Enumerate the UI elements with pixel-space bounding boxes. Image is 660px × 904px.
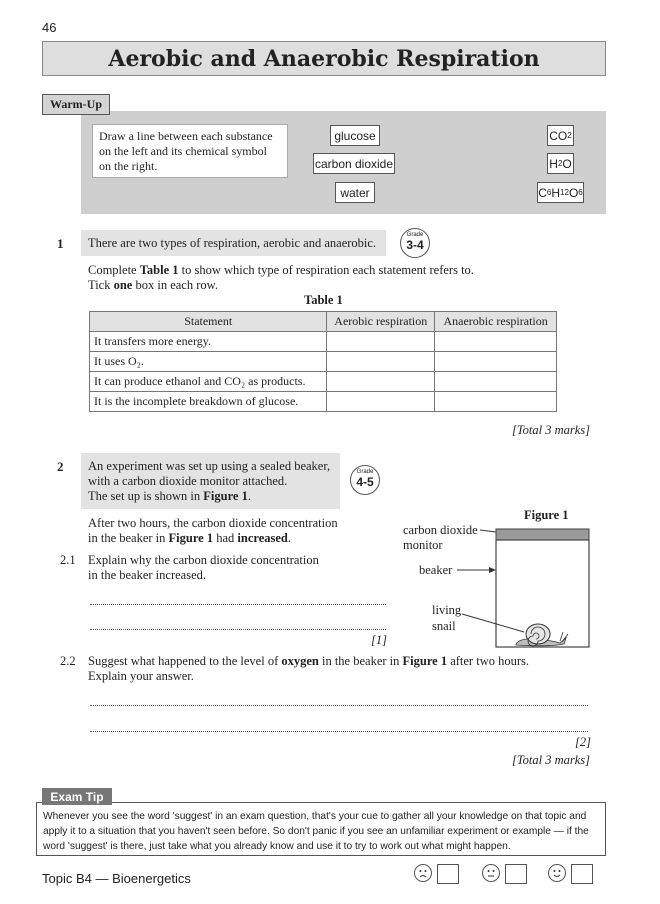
footer-topic: Topic B4 — Bioenergetics	[42, 871, 191, 886]
exam-tip-label: Exam Tip	[42, 788, 112, 805]
anaerobic-tick-box[interactable]	[435, 372, 557, 392]
p22-bold2: Figure 1	[402, 654, 448, 668]
question-2-observation-2	[88, 531, 291, 546]
statement-cell: It uses O₂.	[90, 352, 327, 372]
symbol-h2o-sub: 2	[557, 159, 563, 168]
figure-label-monitor-2: monitor	[403, 538, 443, 552]
table-row	[90, 332, 557, 352]
formula-o-sub: 6	[578, 188, 583, 197]
figure-1-diagram	[400, 520, 600, 650]
anaerobic-tick-box[interactable]	[435, 332, 557, 352]
figure-label-monitor-1: carbon dioxide	[403, 523, 478, 537]
question-1-tick-instruction	[88, 278, 218, 293]
symbol-h2o[interactable]	[547, 153, 574, 174]
intro3-post: .	[247, 489, 251, 503]
part-2-1-marks: [1]	[371, 633, 387, 647]
page-number: 46	[42, 20, 57, 35]
page-title-bar	[42, 41, 606, 76]
grade-label: Grade	[356, 469, 374, 475]
substance-carbon-dioxide[interactable]: carbon dioxide	[313, 153, 395, 174]
substance-glucose[interactable]: glucose	[330, 125, 380, 146]
header-statement: Statement	[90, 312, 327, 332]
confidence-box-medium[interactable]	[505, 864, 527, 884]
aerobic-tick-box[interactable]	[327, 392, 435, 412]
symbol-h2o-tail: O	[562, 156, 572, 171]
table-1-title: Table 1	[304, 293, 343, 307]
exam-tip-text: Whenever you see the word 'suggest' in an exam question, that's your cue to gather all your knowledge on that topic and apply it to a situation that you haven't seen before. So don't panic if you see an unfamiliar experiment or example — if the word 'suggest' is there, just take what you already know and use it to try to work out what might happen.	[43, 811, 589, 852]
obs-mid: had	[213, 531, 238, 545]
page-title: Aerobic and Anaerobic Respiration	[108, 45, 540, 72]
answer-line-2-1[interactable]	[90, 604, 386, 605]
answer-line-2-2[interactable]	[90, 705, 588, 706]
statement-cell: It transfers more energy.	[90, 332, 327, 352]
formula-h: H	[551, 185, 561, 200]
anaerobic-tick-box[interactable]	[435, 392, 557, 412]
part-2-2-question-2: Explain your answer.	[88, 669, 194, 683]
intro3-bold: Figure 1	[203, 489, 248, 503]
answer-line-2-1[interactable]	[90, 629, 386, 630]
substance-water[interactable]: water	[335, 182, 375, 203]
happy-face-icon	[548, 864, 566, 882]
symbol-co2[interactable]	[547, 125, 574, 146]
part-2-2-marks: [2]	[575, 735, 591, 749]
statement-cell: It can produce ethanol and CO₂ as products.	[90, 372, 327, 392]
p22-bold: oxygen	[281, 654, 319, 668]
intro3-pre: The set up is shown in	[88, 489, 204, 503]
question-2-intro-2: with a carbon dioxide monitor attached.	[88, 474, 288, 488]
tick-post: box in each row.	[132, 278, 218, 292]
part-2-1-question-2: in the beaker increased.	[88, 568, 206, 582]
tick-pre: Tick	[88, 278, 114, 292]
question-2-number: 2	[57, 459, 64, 474]
figure-label-snail-2: snail	[432, 619, 456, 633]
obs-bold: Figure 1	[168, 531, 214, 545]
p22-pre: Suggest what happened to the level of	[88, 654, 282, 668]
p22-post: after two hours.	[447, 654, 529, 668]
instr-pre: Complete	[88, 263, 140, 277]
warmup-instruction: Draw a line between each substance on the left and its chemical symbol on the right.	[92, 124, 288, 178]
obs-pre: in the beaker in	[88, 531, 169, 545]
question-1-total-marks: [Total 3 marks]	[511, 423, 590, 437]
part-2-2-question-1	[88, 654, 529, 669]
formula-c-sub: 6	[546, 188, 552, 197]
question-2-observation-1: After two hours, the carbon dioxide concentration	[88, 516, 338, 530]
tick-bold: one	[113, 278, 133, 292]
header-anaerobic: Anaerobic respiration	[435, 312, 557, 332]
confidence-box-high[interactable]	[571, 864, 593, 884]
question-1-intro: There are two types of respiration, aerobic and anaerobic.	[88, 236, 377, 250]
question-2-total-marks: [Total 3 marks]	[511, 753, 590, 767]
obs-bold2: increased	[237, 531, 288, 545]
instr-bold: Table 1	[139, 263, 179, 277]
question-2-intro-3	[88, 489, 251, 504]
question-1-number: 1	[57, 236, 64, 251]
formula-c: C	[538, 185, 547, 200]
formula-o: O	[568, 185, 579, 200]
monitor-pointer	[480, 530, 496, 532]
beaker-lid	[496, 529, 589, 540]
warmup-label: Warm-Up	[42, 94, 110, 115]
obs-post: .	[287, 531, 291, 545]
question-2-intro-1: An experiment was set up using a sealed beaker,	[88, 459, 331, 473]
table-row	[90, 372, 557, 392]
part-2-2-number: 2.2	[60, 654, 76, 668]
beaker-arrowhead	[489, 567, 496, 573]
table-header-row	[90, 312, 557, 332]
aerobic-tick-box[interactable]	[327, 372, 435, 392]
answer-line-2-2[interactable]	[90, 731, 588, 732]
part-2-1-number: 2.1	[60, 553, 76, 567]
symbol-h2o-base: H	[549, 156, 558, 171]
neutral-face-icon	[482, 864, 500, 882]
symbol-co2-base: CO	[549, 128, 568, 143]
aerobic-tick-box[interactable]	[327, 352, 435, 372]
instr-post: to show which type of respiration each statement refers to.	[178, 263, 474, 277]
formula-h-sub: 12	[560, 188, 569, 197]
figure-1-title: Figure 1	[524, 508, 569, 522]
symbol-co2-sub: 2	[567, 131, 572, 140]
header-aerobic: Aerobic respiration	[327, 312, 435, 332]
statement-cell: It is the incomplete breakdown of glucose.	[90, 392, 327, 412]
p22-mid: in the beaker in	[318, 654, 403, 668]
part-2-1-question-1: Explain why the carbon dioxide concentration	[88, 553, 319, 567]
table-row	[90, 392, 557, 412]
grade-badge-q2	[350, 465, 380, 495]
symbol-glucose-formula[interactable]	[537, 182, 584, 203]
figure-label-snail-1: living	[432, 603, 462, 617]
grade-value: 4-5	[356, 475, 374, 489]
table-1	[89, 311, 557, 412]
anaerobic-tick-box[interactable]	[435, 352, 557, 372]
grade-badge-q1	[400, 228, 430, 258]
figure-label-beaker: beaker	[419, 563, 453, 577]
aerobic-tick-box[interactable]	[327, 332, 435, 352]
grade-label: Grade	[406, 232, 424, 238]
exam-tip-box	[36, 802, 606, 856]
grade-value: 3-4	[406, 238, 424, 252]
confidence-box-low[interactable]	[437, 864, 459, 884]
question-1-instruction	[88, 263, 474, 278]
sad-face-icon	[414, 864, 432, 882]
table-row	[90, 352, 557, 372]
